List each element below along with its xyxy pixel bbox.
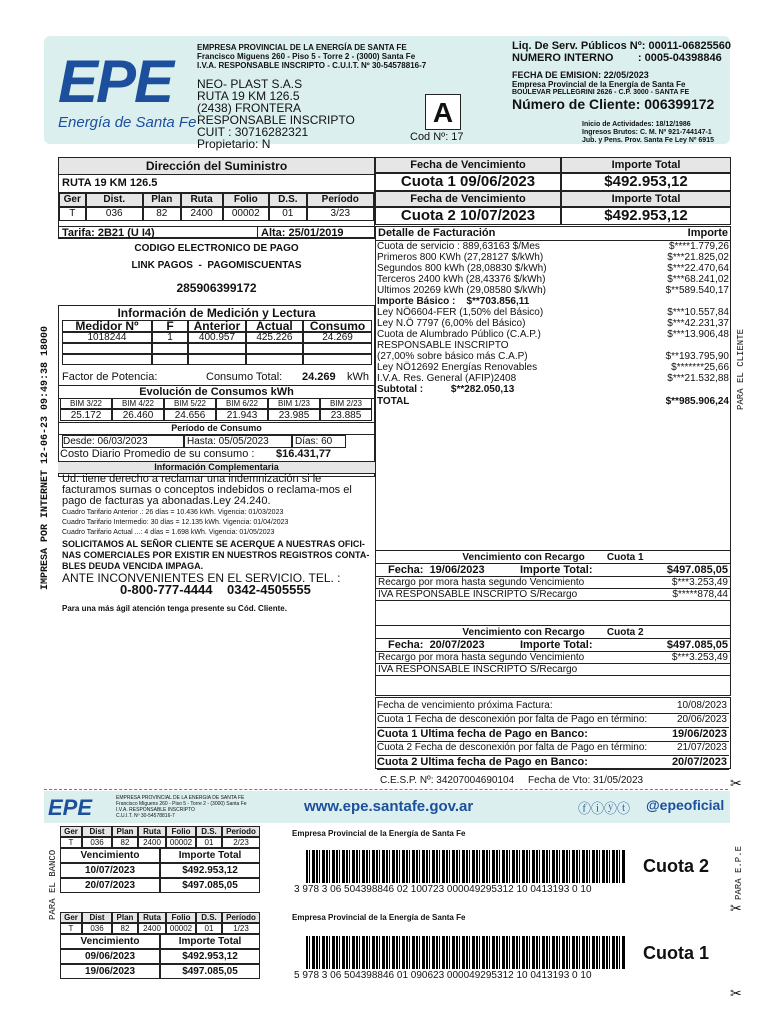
- customer-number: Número de Cliente: 006399172: [512, 96, 715, 112]
- cod-number: Cod Nº: 17: [410, 131, 464, 143]
- stub-cuota2-table: Ger Dist Plan Ruta Folio D.S. Período T 036 82 2400 00002 01 2/23 Vencimiento Importe Total 10/07/2023 $492.953,12 20/07/2023 $497.085,05: [60, 826, 274, 893]
- detalle-rows: [377, 241, 729, 408]
- suministro-value: 2400: [181, 207, 223, 221]
- side-para-epe: PARA E.P.E: [734, 845, 744, 900]
- detalle-row: Segundos 800 kWh (28,08830 $/kWh) $***22.470,64: [377, 263, 729, 274]
- detalle-row: Cuota de Alumbrado Público (C.A.P.) $***13.906,48: [377, 329, 729, 340]
- medicion-row: 1018244 1 400.957 425.226 24.269: [62, 332, 372, 343]
- stub-due-row: 09/06/2023 $492.953,12: [60, 949, 274, 964]
- recargo2-block: Vencimiento con Recargo Cuota 2 Fecha: 20/07/2023 Importe Total: $497.085,05 Recargo por mora hasta segundo Vencimiento $***3.253,49 IVA RESPONSABLE INSCRIPTO S/Recargo: [378, 627, 728, 675]
- suministro-value: T: [59, 207, 86, 221]
- suministro-headers: [59, 193, 374, 207]
- stub-header-cell: D.S.: [196, 826, 222, 837]
- evolucion-value: 25.172: [60, 409, 112, 421]
- suministro-header: Período: [307, 193, 374, 207]
- stub-value-cell: 01: [196, 837, 222, 848]
- codigo-pago: CODIGO ELECTRONICO DE PAGO LINK PAGOS - PAGOMISCUENTAS 285906399172: [58, 238, 375, 304]
- invoice-letter: A: [425, 94, 461, 130]
- stub-value-cell: 82: [112, 923, 138, 934]
- stub-header-cell: Ger: [60, 826, 82, 837]
- suministro-box: Dirección del Suministro RUTA 19 KM 126.5 Ger Dist. Plan Ruta Folio D.S. Período T 036 82 2400 00002 01 3/23: [58, 157, 375, 238]
- suministro-header: Folio: [223, 193, 269, 207]
- medicion-row: [62, 354, 372, 365]
- stub-cuota1-table: Ger Dist Plan Ruta Folio D.S. Período T 036 82 2400 00002 01 1/23 Vencimiento Importe Total 09/06/2023 $492.953,12 19/06/2023 $497.085,05: [60, 912, 274, 979]
- stub-header-cell: Folio: [166, 826, 196, 837]
- subtotal: Subtotal : $**282.050,13: [377, 384, 515, 395]
- detalle-row: Cuota de servicio : 889,63163 $/Mes $****1.779,26: [377, 241, 729, 252]
- scissors-icon: ✂: [730, 775, 742, 791]
- customer-line: (2438) FRONTERA: [197, 101, 302, 115]
- medicion-headers: [62, 320, 372, 332]
- stub-header-cell: Plan: [112, 912, 138, 923]
- detalle-row: Ley NÖ6604-FER (1,50% del Básico) $***10.557,84: [377, 307, 729, 318]
- cuota1-label: Cuota 1: [643, 943, 710, 963]
- evolucion-value: 23.885: [320, 409, 372, 421]
- suministro-header: Ruta: [181, 193, 223, 207]
- stub-header-cell: Ruta: [138, 912, 166, 923]
- company-info: EMPRESA PROVINCIAL DE LA ENERGÍA DE SANTA FE Francisco Miguens 260 - Piso 5 - Torre 2 - (3000) Santa Fe I.V.A. RESPONSABLE INSCRIPTO - C.U.I.T. Nº 30-54578816-7: [197, 43, 427, 70]
- stub-due-row: 19/06/2023 $497.085,05: [60, 964, 274, 979]
- stub-due-row: 10/07/2023 $492.953,12: [60, 863, 274, 878]
- barcode-number-cuota1: 5 978 3 06 504398846 01 090623 000049295312 10 0413193 0 10: [294, 970, 592, 981]
- evolucion-value: 26.460: [112, 409, 164, 421]
- detalle-row: RESPONSABLE INSCRIPTO: [377, 340, 509, 351]
- logo-subtitle: Energía de Santa Fe: [58, 114, 197, 131]
- detalle-row: Ley N.Ö 7797 (6,00% del Básico) $***42.231,37: [377, 318, 729, 329]
- barcode-number-cuota2: 3 978 3 06 504398846 02 100723 000049295312 10 0413193 0 10: [294, 884, 592, 895]
- cuadro-line: Cuadro Tarifario Intermedio: 30 días = 12.135 kWh. Vigencia: 01/04/2023: [62, 519, 289, 526]
- detalle-row: Terceros 2400 kWh (28,43376 $/kWh) $***68.241,02: [377, 274, 729, 285]
- medicion-header: Actual: [246, 320, 303, 332]
- medicion-header: Medidor Nº: [62, 320, 152, 332]
- suministro-value: 82: [143, 207, 181, 221]
- cuadro-line: Cuadro Tarifario Actual ...: 4 días = 1.698 kWh. Vigencia: 01/05/2023: [62, 529, 275, 536]
- stub-header-cell: D.S.: [196, 912, 222, 923]
- cuota2-label: Cuota 2: [643, 856, 710, 876]
- complementaria-text: Ud. tiene derecho a reclamar una indemnización si le facturamos sumas o conceptos indebidos o reclama-mos el pago de facturas ya abonadas.Ley 24.240.: [62, 473, 352, 507]
- suministro-header: Plan: [143, 193, 181, 207]
- fecha-row: Cuota 1 Ultima fecha de Pago en Banco: 19/06/2023: [377, 728, 727, 740]
- evolucion-header: BIM 3/22: [60, 398, 112, 409]
- suministro-value: 036: [86, 207, 143, 221]
- social-handle: @epeoficial: [646, 797, 725, 813]
- customer-line: CUIT : 30716282321: [197, 125, 309, 139]
- stub-logo: EPE: [48, 795, 93, 820]
- side-para-banco: PARA EL BANCO: [48, 849, 58, 920]
- stub-header-cell: Plan: [112, 826, 138, 837]
- periodo-title: Período de Consumo: [58, 422, 375, 435]
- stub-value-cell: 2/23: [222, 837, 260, 848]
- cut-line: [44, 789, 728, 790]
- detalle-header: Detalle de Facturación Importe: [378, 227, 728, 239]
- cuota1-amount: $492.953,12: [561, 173, 731, 191]
- fecha-row: Cuota 2 Ultima fecha de Pago en Banco: 20/07/2023: [377, 756, 727, 768]
- stub-header-cell: Dist: [82, 826, 112, 837]
- barcode-cuota1: [306, 936, 626, 969]
- barcode-cuota2: [306, 850, 626, 883]
- stub-header-cell: Ruta: [138, 826, 166, 837]
- evolucion-header: BIM 2/23: [320, 398, 372, 409]
- complementaria-title: Información Complementaria: [58, 461, 375, 474]
- suministro-values: [59, 207, 374, 221]
- epe-logo: [58, 48, 197, 138]
- stub-value-cell: 00002: [166, 923, 196, 934]
- consumo-total: 24.269: [302, 371, 336, 383]
- cesp-line: C.E.S.P. Nº: 34207004690104 Fecha de Vto: 31/05/2023: [380, 775, 644, 786]
- evolucion-header: BIM 5/22: [164, 398, 216, 409]
- evolucion-value: 21.943: [216, 409, 268, 421]
- suministro-value: 01: [269, 207, 307, 221]
- total-amount: $**985.906,24: [665, 396, 729, 407]
- consumo-row: Factor de Potencia: Consumo Total: 24.269 kWh: [62, 371, 369, 383]
- detalle-row: Primeros 800 KWh (27,28127 $/kWh) $***21.825,02: [377, 252, 729, 263]
- cuadros-tarifarios: [62, 508, 374, 538]
- evolucion-title: Evolución de Consumos kWh: [58, 385, 375, 399]
- tarifa-row: Tarifa: 2B21 (U I4) Alta: 25/01/2019: [58, 226, 375, 239]
- evolucion-header: BIM 1/23: [268, 398, 320, 409]
- stub-value-cell: 036: [82, 923, 112, 934]
- evolucion-value: 23.985: [268, 409, 320, 421]
- customer-line: RUTA 19 KM 126.5: [197, 89, 300, 103]
- stub-value-cell: 00002: [166, 837, 196, 848]
- stub-header-cell: Período: [222, 826, 260, 837]
- detalle-row: Ley NÖ12692 Energías Renovables $*******25,66: [377, 362, 729, 373]
- fechas-rows: [377, 700, 729, 770]
- stub-header-cell: Período: [222, 912, 260, 923]
- atencion-text: Para una más ágil atención tenga presente su Cód. Cliente.: [62, 604, 287, 613]
- cuota2-amount: $492.953,12: [561, 207, 731, 225]
- stub-value-cell: 036: [82, 837, 112, 848]
- website-link[interactable]: www.epe.santafe.gov.ar: [304, 798, 474, 815]
- periodo-dates: Desde: 06/03/2023 Hasta: 05/05/2023 Días: 60: [60, 435, 373, 447]
- stub-due-row: 20/07/2023 $497.085,05: [60, 878, 274, 893]
- stub-company: EMPRESA PROVINCIAL DE LA ENERGIA DE SANTA FE Francisco Miguens 260 - Piso 5 - Torre 2 - (3000) Santa Fe I.V.A. RESPONSABLE INSCRIPTO C.U.I.T. Nº 30-54578816-7: [116, 795, 247, 819]
- cuadro-line: Cuadro Tarifario Anterior .: 26 días = 10.436 kWh. Vigencia: 01/03/2023: [62, 509, 284, 516]
- stub-value-cell: 1/23: [222, 923, 260, 934]
- suministro-header: D.S.: [269, 193, 307, 207]
- customer-line: RESPONSABLE INSCRIPTO: [197, 113, 355, 127]
- total-row: TOTAL $**985.906,24: [377, 396, 729, 407]
- codigo-electronico: 285906399172: [176, 281, 257, 295]
- stub-value-cell: 01: [196, 923, 222, 934]
- cuota1-date: Cuota 1 09/06/2023: [375, 173, 561, 191]
- stub-value-cell: 82: [112, 837, 138, 848]
- stub-header-cell: Folio: [166, 912, 196, 923]
- fecha-row: Fecha de vencimiento próxima Factura: 10/08/2023: [377, 700, 729, 714]
- vencimiento-box: Fecha de Vencimiento Importe Total Cuota 1 09/06/2023 $492.953,12 Fecha de Vencimiento Importe Total Cuota 2 10/07/2023 $492.953,12: [375, 157, 731, 225]
- evolucion-value: 24.656: [164, 409, 216, 421]
- medicion-header: Anterior: [188, 320, 245, 332]
- evolucion-table: [60, 398, 373, 421]
- side-para-cliente: PARA EL CLIENTE: [736, 328, 746, 410]
- medicion-header: Consumo: [303, 320, 372, 332]
- medicion-header: F: [152, 320, 188, 332]
- print-stamp: IMPRESA POR INTERNET 12-06-23 09:49:38 18000: [40, 325, 51, 590]
- detalle-row: (27,00% sobre básico más C.A.P) $**193.795,90: [377, 351, 729, 362]
- customer-line: Propietario: N: [197, 137, 271, 151]
- stub-header-cell: Dist: [82, 912, 112, 923]
- importe-basico: Importe Básico : $**703.856,11: [377, 296, 530, 307]
- suministro-header: Ger: [59, 193, 86, 207]
- detalle-row: I.V.A. Res. General (AFIP)2408 $***21.532,88: [377, 373, 729, 384]
- ante-text: ANTE INCONVENIENTES EN EL SERVICIO. TEL. :: [62, 571, 341, 585]
- stub-value-cell: T: [60, 837, 82, 848]
- telefono: 0-800-777-4444 0342-4505555: [120, 582, 311, 597]
- invoice-meta: Liq. De Serv. Públicos Nº: 00011-06825560 NUMERO INTERNO : 0005-04398846 FECHA DE EMISION: 22/05/2023 Empresa Provincial de la Energía de Santa Fe BOULEVAR PELLEGRINI 2626 - C.P. 3000 - SANTA FE Número de Cliente: 006399172: [512, 40, 732, 112]
- logo-text: EPE: [58, 48, 173, 115]
- costo-diario: Costo Diario Promedio de su consumo : $16.431,77: [60, 448, 332, 460]
- evolucion-header: BIM 6/22: [216, 398, 268, 409]
- scissors-icon-2: ✂: [730, 900, 742, 916]
- detalle-row: Ultimos 20269 kWh (29,08580 $/kWh) $**589.540,17: [377, 285, 729, 296]
- stub-value-cell: T: [60, 923, 82, 934]
- stub-value-cell: 2400: [138, 923, 166, 934]
- evolucion-header: BIM 4/22: [112, 398, 164, 409]
- medicion-title: Información de Medición y Lectura: [117, 306, 316, 320]
- tax-info: Inicio de Actividades: 18/12/1986 Ingresos Brutos: C. M. Nº 921-744147-1 Jub. y Pens. Prov. Santa Fe Ley Nº 6915: [582, 121, 714, 144]
- stub-header-cell: Ger: [60, 912, 82, 923]
- customer-line: NEO- PLAST S.A.S: [197, 77, 303, 91]
- suministro-value: 00002: [223, 207, 269, 221]
- fecha-row: Cuota 2 Fecha de desconexión por falta de Pago en término: 21/07/2023: [377, 742, 729, 756]
- recargo1-block: Vencimiento con Recargo Cuota 1 Fecha: 19/06/2023 Importe Total: $497.085,05 Recargo por mora hasta segundo Vencimiento $***3.253,49 IVA RESPONSABLE INSCRIPTO S/Recargo $*****878,44: [378, 552, 728, 600]
- fecha-row: Cuota 1 Fecha de desconexión por falta de Pago en término: 20/06/2023: [377, 714, 729, 728]
- stub-value-cell: 2400: [138, 837, 166, 848]
- suministro-header: Dist.: [86, 193, 143, 207]
- cuota2-date: Cuota 2 10/07/2023: [375, 207, 561, 225]
- social-icons[interactable]: ⓕⓘⓨⓣ: [578, 801, 631, 816]
- customer-address: [197, 78, 355, 150]
- medicion-table: [62, 320, 372, 365]
- medicion-row: [62, 343, 372, 354]
- solicitamos-text: SOLICITAMOS AL SEÑOR CLIENTE SE ACERQUE A NUESTRAS OFICI-NAS COMERCIALES POR EXISTIR EN NUESTROS REGISTROS CONTA-BLES DEUDA VENCIDA IMPAGA.: [62, 539, 370, 571]
- scissors-icon-3: ✂: [730, 985, 742, 1001]
- suministro-value: 3/23: [307, 207, 374, 221]
